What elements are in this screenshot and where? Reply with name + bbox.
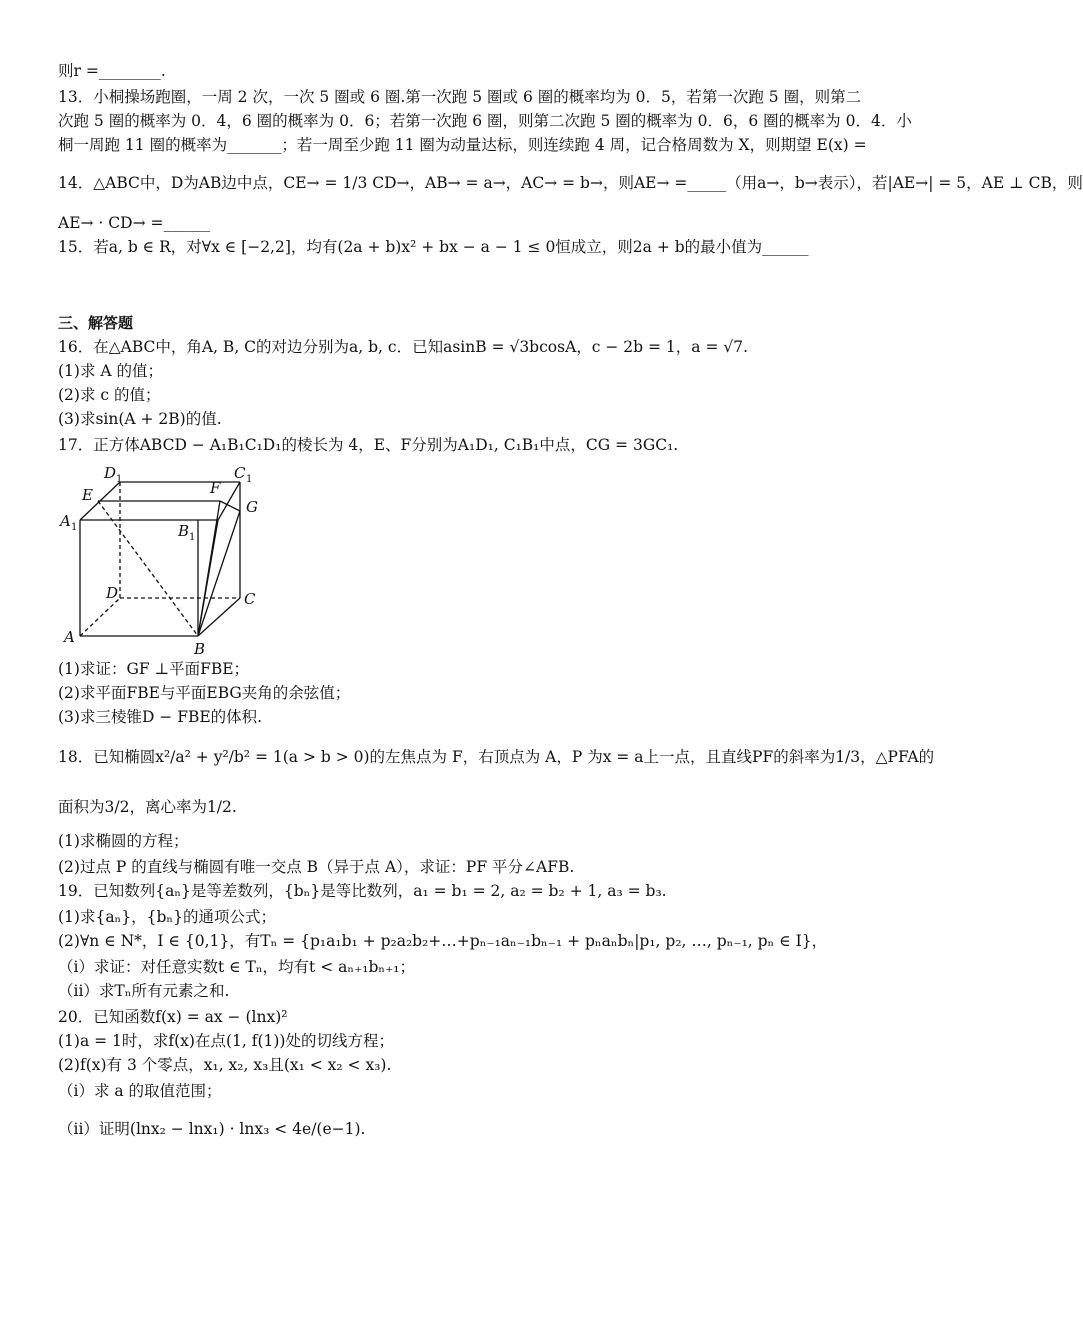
q14-line-2: AE→ · CD→ =______: [58, 214, 210, 232]
section-title: 三、解答题: [58, 314, 134, 332]
q18-line-2: 面积为3/2，离心率为1/2.: [58, 798, 237, 816]
q14-line-1: 14．△ABC中，D为AB边中点，CE→ = 1/3 CD→，AB→ = a→，AC→ = b→，则AE→ =_____（用a→，b→表示），若|AE→| = 5，AE ⊥ CB，则: [58, 174, 1083, 192]
q17-part-3: (3)求三棱锥D − FBE的体积.: [58, 708, 263, 726]
svg-text:1: 1: [189, 532, 196, 543]
label-f: F: [210, 479, 221, 497]
q19-part-2-i: （i）求证：对任意实数t ∈ Tₙ，均有t < aₙ₊₁bₙ₊₁；: [58, 958, 415, 976]
segment-fg: [220, 501, 240, 511]
q13-line-2: 次跑 5 圈的概率为 0．4，6 圈的概率为 0．6；若第一次跑 6 圈，则第二次跑 5 圈的概率为 0．6，6 圈的概率为 0．4．小: [58, 112, 912, 130]
q18-part-2: (2)过点 P 的直线与椭圆有唯一交点 B（异于点 A），求证：PF 平分∠AFB.: [58, 858, 575, 876]
svg-text:1: 1: [71, 522, 78, 533]
q19-part-1: (1)求{aₙ}，{bₙ}的通项公式；: [58, 908, 276, 926]
q15: 15．若a, b ∈ R，对∀x ∈ [−2,2]，均有(2a + b)x² + bx − a − 1 ≤ 0恒成立，则2a + b的最小值为______: [58, 238, 809, 256]
q18-part-1: (1)求椭圆的方程；: [58, 832, 189, 850]
label-a: A: [64, 628, 75, 646]
label-d1: D: [104, 464, 117, 482]
q16-part-2: (2)求 c 的值；: [58, 386, 161, 404]
q17-part-2: (2)求平面FBE与平面EBG夹角的余弦值；: [58, 684, 351, 702]
edge-ad-hidden: [80, 598, 120, 636]
q20-part-1: (1)a = 1时，求f(x)在点(1, f(1))处的切线方程；: [58, 1032, 394, 1050]
q12-tail: 则r =________.: [58, 62, 166, 80]
label-d: D: [106, 584, 119, 602]
q13-line-3: 桐一周跑 11 圈的概率为_______；若一周至少跑 11 圈为动量达标，则连续跑 4 周，记合格周数为 X，则期望 E(x) =: [58, 136, 867, 154]
q19-stem: 19．已知数列{aₙ}是等差数列，{bₙ}是等比数列，a₁ = b₁ = 2, a₂ = b₂ + 1, a₃ = b₃.: [58, 882, 667, 900]
label-b1: B: [178, 522, 190, 540]
q18-line-1: 18．已知椭圆x²/a² + y²/b² = 1(a > b > 0)的左焦点为 F，右顶点为 A，P 为x = a上一点，且直线PF的斜率为1/3，△PFA的: [58, 748, 935, 766]
q20-part-2-ii: （ii）证明(lnx₂ − lnx₁) · lnx₃ < 4e/(e−1).: [58, 1120, 366, 1138]
q20-part-2: (2)f(x)有 3 个零点，x₁, x₂, x₃且(x₁ < x₂ < x₃).: [58, 1056, 392, 1074]
cube-figure: [58, 460, 270, 658]
label-c1: C: [234, 464, 246, 482]
q13-line-1: 13．小桐操场跑圈，一周 2 次，一次 5 圈或 6 圈.第一次跑 5 圈或 6 圈的概率均为 0．5，若第一次跑 5 圈，则第二: [58, 88, 862, 106]
label-g: G: [246, 498, 258, 516]
q17-stem: 17．正方体ABCD − A₁B₁C₁D₁的棱长为 4，E、F分别为A₁D₁, C₁B₁中点，CG = 3GC₁.: [58, 436, 679, 454]
svg-text:1: 1: [246, 474, 253, 485]
q16-part-1: (1)求 A 的值；: [58, 362, 164, 380]
q16-stem: 16．在△ABC中，角A, B, C的对边分别为a, b, c．已知asinB = √3bcosA，c − 2b = 1，a = √7.: [58, 338, 749, 356]
svg-text:1: 1: [116, 474, 123, 485]
q19-part-2-ii: （ii）求Tₙ所有元素之和.: [58, 982, 230, 1000]
q20-part-2-i: （i）求 a 的取值范围；: [58, 1082, 222, 1100]
q16-part-3: (3)求sin(A + 2B)的值.: [58, 410, 222, 428]
segment-fb: [198, 501, 220, 636]
label-e: E: [82, 486, 93, 504]
q20-stem: 20．已知函数f(x) = ax − (lnx)²: [58, 1008, 288, 1026]
q19-part-2: (2)∀n ∈ N*，I ∈ {0,1}，有Tₙ = {p₁a₁b₁ + p₂a₂b₂+…+pₙ₋₁aₙ₋₁bₙ₋₁ + pₙaₙbₙ|p₁, p₂, …, pₙ₋₁, pₙ ∈ I}，: [58, 932, 828, 950]
label-b: B: [194, 640, 206, 658]
label-a1: A: [60, 512, 71, 530]
label-c: C: [244, 590, 256, 608]
q17-part-1: (1)求证：GF ⊥平面FBE；: [58, 660, 250, 678]
